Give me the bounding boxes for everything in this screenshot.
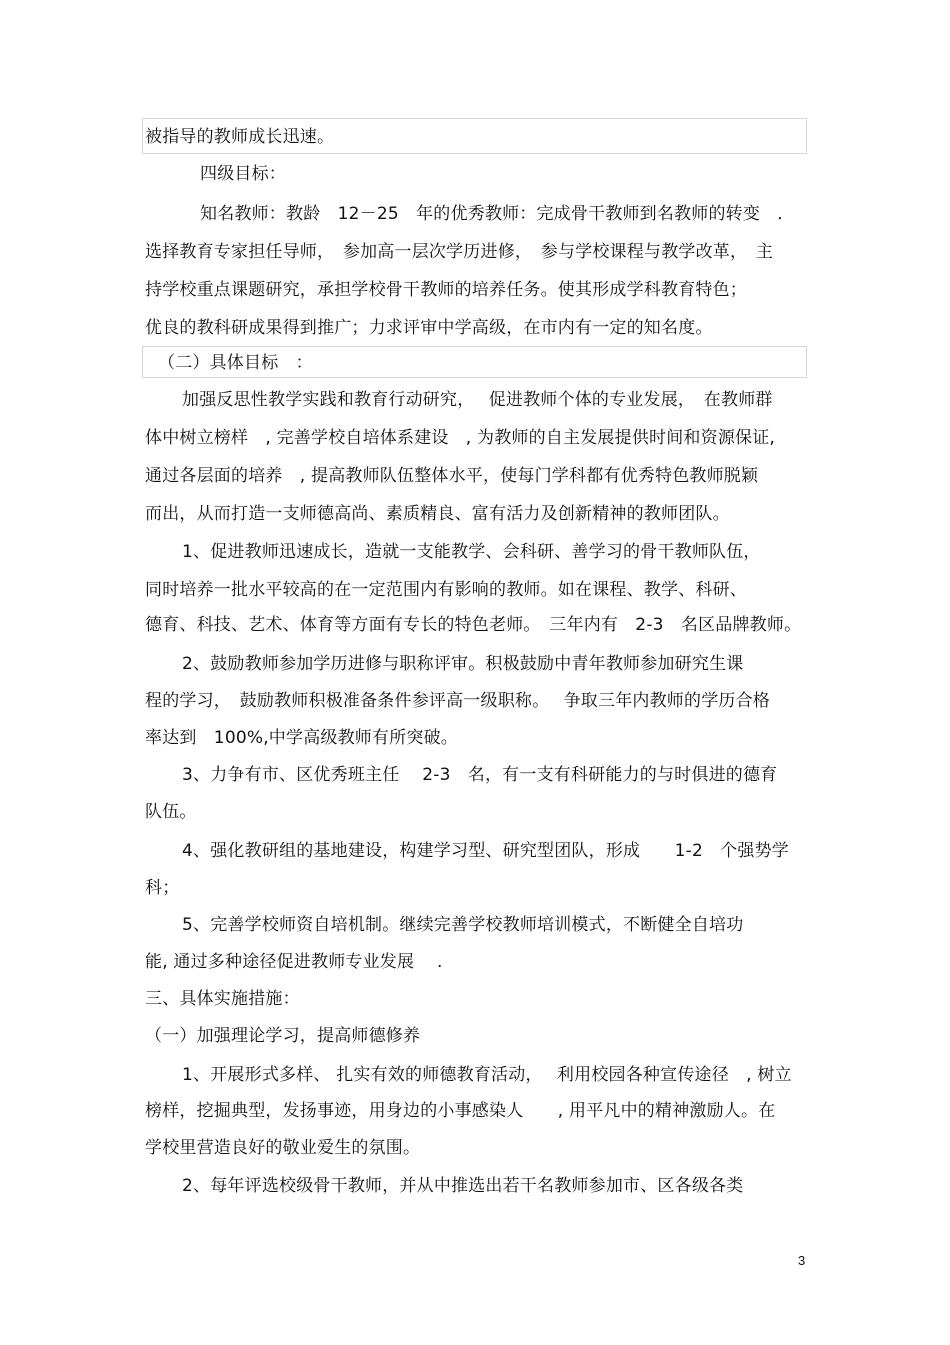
paragraph-line: 2、每年评选校级骨干教师，并从中推选出若干名教师参加市、区各级各类 — [182, 1176, 744, 1196]
paragraph-line: 1、开展形式多样、 扎实有效的师德教育活动， 利用校园各种宣传途径 , 树立 — [182, 1065, 792, 1085]
paragraph-line: 队伍。 — [145, 802, 197, 822]
paragraph-line: 优良的教科研成果得到推广；力求评审中学高级，在市内有一定的知名度。 — [145, 318, 713, 338]
paragraph-line: 学校里营造良好的敬业爱生的氛围。 — [145, 1138, 421, 1158]
section-heading: 三、具体实施措施： — [145, 989, 300, 1009]
paragraph-line: 而出，从而打造一支师德高尚、素质精良、富有活力及创新精神的教师团队。 — [145, 504, 730, 524]
paragraph-line: 5、完善学校师资自培机制。继续完善学校教师培训模式，不断健全自培功 — [182, 915, 744, 935]
paragraph-line: 4、强化教研组的基地建设，构建学习型、研究型团队，形成 1-2 个强势学 — [182, 841, 789, 861]
paragraph-line: 3、力争有市、区优秀班主任 2-3 名，有一支有科研能力的与时俱进的德育 — [182, 765, 778, 785]
paragraph-line: 率达到 100%,中学高级教师有所突破。 — [145, 728, 459, 748]
paragraph-line: 加强反思性教学实践和教育行动研究， 促进教师个体的专业发展， 在教师群 — [182, 390, 773, 410]
paragraph-line: 通过各层面的培养 , 提高教师队伍整体水平，使每门学科都有优秀特色教师脱颖 — [145, 466, 759, 486]
section-heading: 四级目标： — [200, 164, 286, 184]
paragraph-line: 德育、科技、艺术、体育等方面有专长的特色老师。 三年内有 2-3 名区品牌教师。 — [145, 615, 802, 635]
paragraph-line: 科； — [145, 878, 180, 898]
section-heading: （一）加强理论学习，提高师德修养 — [145, 1026, 421, 1046]
paragraph-line: 知名教师：教龄 12－25 年的优秀教师：完成骨干教师到名教师的转变 ． — [200, 204, 795, 224]
paragraph-line: 榜样，挖掘典型，发扬事迹，用身边的小事感染人 , 用平凡中的精神激励人。在 — [145, 1101, 776, 1121]
paragraph-line: 体中树立榜样 , 完善学校自培体系建设 , 为教师的自主发展提供时间和资源保证, — [145, 428, 776, 448]
paragraph-line: 程的学习， 鼓励教师积极准备条件参评高一级职称。 争取三年内教师的学历合格 — [145, 691, 771, 711]
paragraph-line: 持学校重点课题研究，承担学校骨干教师的培养任务。使其形成学科教育特色； — [145, 280, 747, 300]
paragraph-line: 同时培养一批水平较高的在一定范围内有影响的教师。如在课程、教学、科研、 — [145, 580, 747, 600]
section-heading: （二）具体目标 ： — [158, 353, 313, 373]
paragraph-line: 1、促进教师迅速成长，造就一支能教学、会科研、善学习的骨干教师队伍， — [182, 542, 761, 562]
paragraph-line: 被指导的教师成长迅速。 — [145, 127, 335, 147]
page-number: 3 — [798, 1253, 806, 1268]
paragraph-line: 能, 通过多种途径促进教师专业发展 . — [145, 952, 443, 972]
paragraph-line: 2、鼓励教师参加学历进修与职称评审。积极鼓励中青年教师参加研究生课 — [182, 654, 744, 674]
paragraph-line: 选择教育专家担任导师， 参加高一层次学历进修， 参与学校课程与教学改革， 主 — [145, 242, 774, 262]
